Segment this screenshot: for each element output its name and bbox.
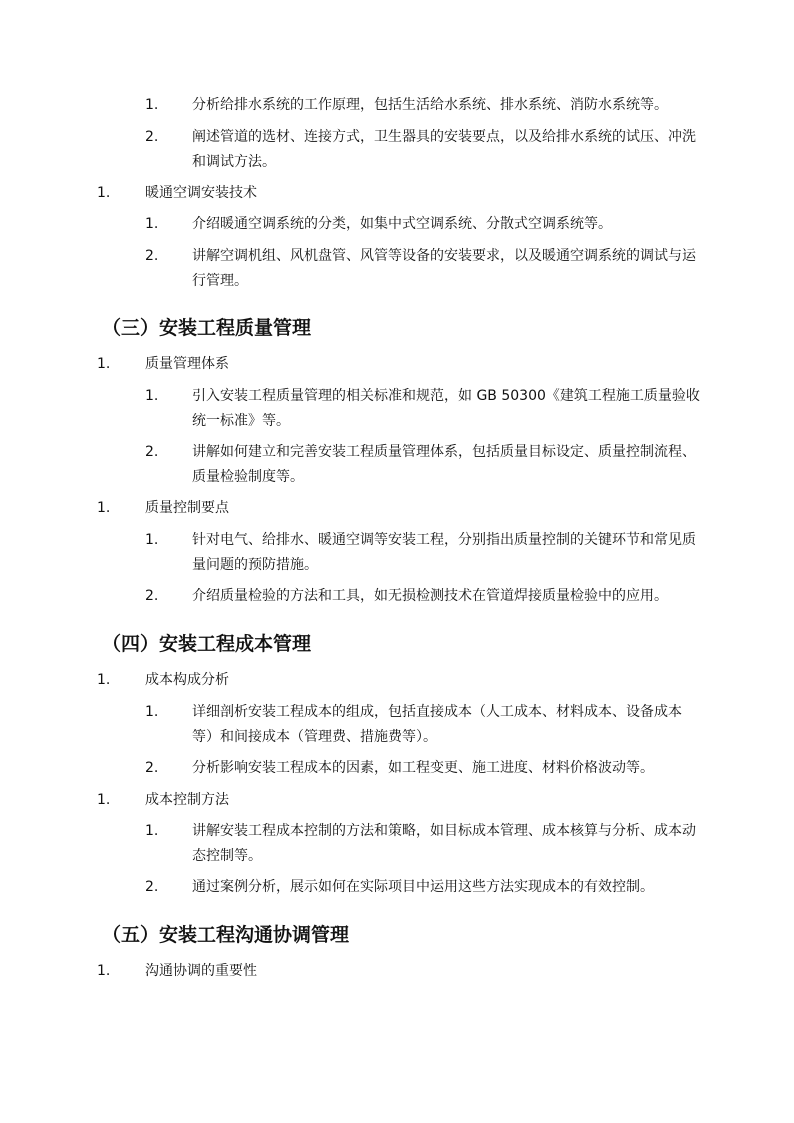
list-text: 阐述管道的选材、连接方式，卫生器具的安装要点，以及给排水系统的试压、冲洗和调试方法。 bbox=[192, 129, 696, 170]
list-number: 1. bbox=[145, 823, 159, 839]
list-number: 2. bbox=[145, 248, 159, 264]
list-number: 1. bbox=[97, 792, 111, 808]
list-text: 成本控制方法 bbox=[145, 792, 229, 808]
list-number: 1. bbox=[145, 532, 159, 548]
list-text: 详细剖析安装工程成本的组成，包括直接成本（人工成本、材料成本、设备成本等）和间接成本（管理费、措施费等）。 bbox=[192, 704, 682, 745]
list-number: 2. bbox=[145, 444, 159, 460]
list-text: 质量管理体系 bbox=[145, 356, 229, 372]
list-text: 讲解安装工程成本控制的方法和策略，如目标成本管理、成本核算与分析、成本动态控制等。 bbox=[192, 823, 696, 864]
list-number: 2. bbox=[145, 879, 159, 895]
list-number: 2. bbox=[145, 129, 159, 145]
list-text: 讲解如何建立和完善安装工程质量管理体系，包括质量目标设定、质量控制流程、质量检验制度等。 bbox=[192, 444, 696, 485]
list-number: 1. bbox=[145, 97, 159, 113]
section-heading: （五）安装工程沟通协调管理 bbox=[102, 924, 350, 946]
list-number: 1. bbox=[145, 704, 159, 720]
section-heading: （三）安装工程质量管理 bbox=[102, 317, 312, 339]
list-text: 讲解空调机组、风机盘管、风管等设备的安装要求，以及暖通空调系统的调试与运行管理。 bbox=[192, 248, 696, 289]
list-text: 引入安装工程质量管理的相关标准和规范，如 GB 50300《建筑工程施工质量验收统一标准》等。 bbox=[192, 388, 700, 429]
list-number: 1. bbox=[97, 672, 111, 688]
list-number: 1. bbox=[145, 216, 159, 232]
list-number: 2. bbox=[145, 760, 159, 776]
list-text: 通过案例分析，展示如何在实际项目中运用这些方法实现成本的有效控制。 bbox=[192, 879, 654, 895]
list-number: 1. bbox=[97, 963, 111, 979]
list-text: 暖通空调安装技术 bbox=[145, 185, 257, 201]
list-number: 1. bbox=[97, 500, 111, 516]
list-text: 针对电气、给排水、暖通空调等安装工程，分别指出质量控制的关键环节和常见质量问题的预防措施。 bbox=[192, 532, 696, 573]
list-text: 成本构成分析 bbox=[145, 672, 229, 688]
list-text: 分析影响安装工程成本的因素，如工程变更、施工进度、材料价格波动等。 bbox=[192, 760, 654, 776]
list-text: 介绍质量检验的方法和工具，如无损检测技术在管道焊接质量检验中的应用。 bbox=[192, 588, 668, 604]
section-heading: （四）安装工程成本管理 bbox=[102, 633, 312, 655]
list-number: 1. bbox=[145, 388, 159, 404]
list-text: 质量控制要点 bbox=[145, 500, 229, 516]
list-number: 1. bbox=[97, 356, 111, 372]
list-number: 2. bbox=[145, 588, 159, 604]
list-text: 介绍暖通空调系统的分类，如集中式空调系统、分散式空调系统等。 bbox=[192, 216, 612, 232]
list-text: 沟通协调的重要性 bbox=[145, 963, 257, 979]
list-text: 分析给排水系统的工作原理，包括生活给水系统、排水系统、消防水系统等。 bbox=[192, 97, 668, 113]
list-number: 1. bbox=[97, 185, 111, 201]
